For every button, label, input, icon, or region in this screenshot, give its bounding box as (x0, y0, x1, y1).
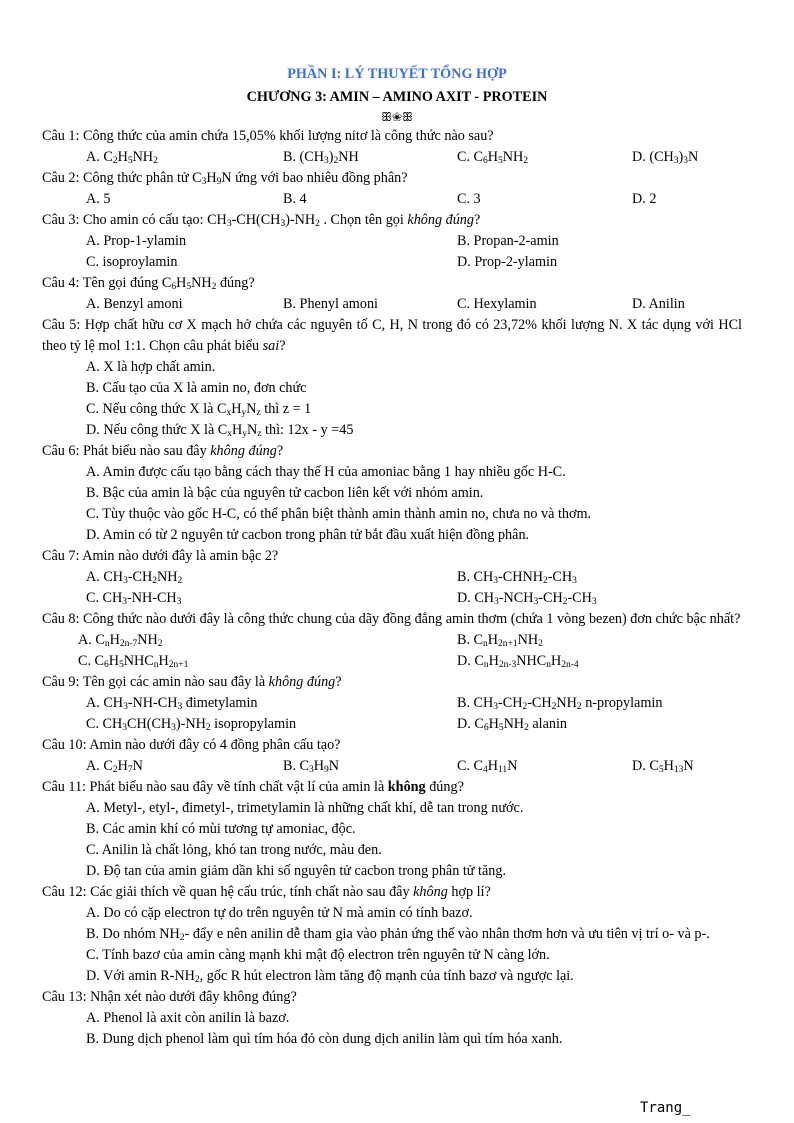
question-7-options-row2 (42, 588, 742, 609)
q5-option-d: D. Nếu công thức X là $C_xH_yN_z$ thì: 12x - y =45 (86, 422, 354, 439)
q3-option-a: A. Prop-1-ylamin (86, 233, 187, 249)
q5-option-b: B. Cấu tạo của X là amin no, đơn chức (86, 380, 307, 396)
question-2-options (42, 189, 742, 210)
q2-option-d: D. 2 (632, 191, 657, 207)
q7-option-a: A. $CH_3-CH_2NH_2$ (86, 569, 183, 586)
question-12: Câu 12: Các giải thích về quan hệ cấu trúc, tính chất nào sau đây không hợp lí? (42, 884, 491, 900)
q9-option-d: D. $C_6H_5NH_2$ alanin (457, 716, 568, 733)
chapter-title: CHƯƠNG 3: AMIN – AMINO AXIT - PROTEIN (246, 89, 548, 105)
q1-option-b: B. $(CH_3)_2NH$ (283, 149, 359, 166)
question-8-options-row1 (42, 630, 742, 651)
q12-option-b: B. Do nhóm $NH_2-$ đẩy e nên anilin dễ tham gia vào phản ứng thế vào nhân thơm hơn và ưu tiên vị trí o- và p-. (86, 926, 710, 943)
question-4: Câu 4: Tên gọi đúng $C_6H_5NH_2$ đúng? (42, 275, 255, 292)
question-9-options-row1 (42, 693, 742, 714)
question-10-options (42, 756, 742, 777)
q8-option-b: B. $C_nH_{2n+1}NH_2$ (457, 632, 543, 649)
question-7: Câu 7: Amin nào dưới đây là amin bậc 2? (42, 548, 279, 564)
q13-option-b: B. Dung dịch phenol làm quì tím hóa đỏ còn dung dịch anilin làm quì tím hóa xanh. (86, 1031, 563, 1047)
page-footer: Trang_ (640, 1100, 691, 1116)
question-13: Câu 13: Nhận xét nào dưới đây không đúng? (42, 989, 297, 1005)
question-8: Câu 8: Công thức nào dưới đây là công thức chung của dãy đồng đẳng amin thơm (chứa 1 vòng bezen) đơn chức bậc nhất? (42, 611, 741, 627)
q4-option-d: D. Anilin (632, 296, 685, 312)
ornament-divider: ꕥ❀ꕥ (380, 110, 414, 124)
part-title: PHẦN I: LÝ THUYẾT TỔNG HỢP (287, 66, 507, 82)
q9-option-a: A. $CH_3-NH-CH_3$ đimetylamin (86, 695, 258, 712)
q10-option-c: C. $C_4H_{11}N$ (457, 758, 518, 775)
q8-option-d: D. $C_nH_{2n-3}NHC_nH_{2n-4}$ (457, 653, 579, 670)
q8-option-c: C. $C_6H_5NHC_nH_{2n+1}$ (78, 653, 189, 670)
q6-option-c: C. Tùy thuộc vào gốc H-C, có thể phân biệt thành amin thành amin no, chưa no và thơm. (86, 506, 592, 522)
q11-option-a: A. Metyl-, etyl-, đimetyl-, trimetylamin là những chất khí, dễ tan trong nước. (86, 800, 524, 816)
q11-option-d: D. Độ tan của amin giảm dần khi số nguyên tử cacbon trong phân tử tăng. (86, 863, 507, 879)
q6-option-d: D. Amin có từ 2 nguyên tử cacbon trong phân tử bắt đầu xuất hiện đồng phân. (86, 527, 530, 543)
question-3-options-row1 (42, 231, 742, 252)
q12-option-a: A. Do có cặp electron tự do trên nguyên tử N mà amin có tính bazơ. (86, 905, 473, 921)
question-1-options (42, 147, 742, 168)
question-3-options-row2 (42, 252, 742, 273)
question-1: Câu 1: Công thức của amin chứa 15,05% khối lượng nitơ là công thức nào sau? (42, 128, 494, 144)
question-list (42, 126, 742, 1050)
q5-option-a: A. X là hợp chất amin. (86, 359, 216, 375)
question-9-options-row2 (42, 714, 742, 735)
q10-option-a: A. $C_2H_7N$ (86, 758, 143, 775)
q1-option-d: D. $(CH_3)_3N$ (632, 149, 699, 166)
q10-option-b: B. $C_3H_9N$ (283, 758, 340, 775)
q3-option-b: B. Propan-2-amin (457, 233, 559, 249)
question-7-options-row1 (42, 567, 742, 588)
q3-option-c: C. isoproylamin (86, 254, 178, 270)
q6-option-b: B. Bậc của amin là bậc của nguyên tử cacbon liên kết với nhóm amin. (86, 485, 484, 501)
question-6: Câu 6: Phát biểu nào sau đây không đúng? (42, 443, 284, 459)
q4-option-a: A. Benzyl amoni (86, 296, 183, 312)
q9-option-b: B. $CH_3-CH_2-CH_2NH_2$ n-propylamin (457, 695, 663, 712)
q2-option-a: A. 5 (86, 191, 111, 207)
question-5: Câu 5: Hợp chất hữu cơ X mạch hở chứa các nguyên tố C, H, N trong đó có 23,72% khối lượng N. X tác dụng với HCl theo tỷ lệ mol 1:1. Chọn câu phát biểu sai? (42, 317, 742, 354)
q13-option-a: A. Phenol là axit còn anilin là bazơ. (86, 1010, 290, 1026)
q1-option-c: C. $C_6H_5NH_2$ (457, 149, 529, 166)
question-3: Câu 3: Cho amin có cấu tạo: $CH_3-CH(CH_3)-NH_2$ . Chọn tên gọi không đúng? (42, 212, 481, 229)
q12-option-c: C. Tính bazơ của amin càng mạnh khi mật độ electron trên nguyên tử N càng lớn. (86, 947, 550, 963)
q4-option-c: C. Hexylamin (457, 296, 537, 312)
question-10: Câu 10: Amin nào dưới đây có 4 đồng phân cấu tạo? (42, 737, 341, 753)
question-8-options-row2 (42, 651, 742, 672)
q6-option-a: A. Amin được cấu tạo bằng cách thay thế H của amoniac bằng 1 hay nhiều gốc H-C. (86, 464, 566, 480)
question-9: Câu 9: Tên gọi các amin nào sau đây là không đúng? (42, 674, 342, 690)
q10-option-d: D. $C_5H_{13}N$ (632, 758, 694, 775)
q9-option-c: C. $CH_3CH(CH_3)-NH_2$ isopropylamin (86, 716, 297, 733)
q11-option-b: B. Các amin khí có mùi tương tự amoniac, độc. (86, 821, 356, 837)
question-2: Câu 2: Công thức phân tử $C_3H_9N$ ứng với bao nhiêu đồng phân? (42, 170, 408, 187)
q12-option-d: D. Với amin $R-NH_2$, gốc R hút electron làm tăng độ mạnh của tính bazơ và ngược lại. (86, 968, 574, 985)
question-11: Câu 11: Phát biểu nào sau đây về tính chất vật lí của amin là không đúng? (42, 779, 464, 795)
q2-option-c: C. 3 (457, 191, 481, 207)
q2-option-b: B. 4 (283, 191, 307, 207)
q8-option-a: A. $C_nH_{2n-7}NH_2$ (78, 632, 163, 649)
question-4-options (42, 294, 742, 315)
q7-option-c: C. $CH_3-NH-CH_3$ (86, 590, 182, 607)
q11-option-c: C. Anilin là chất lỏng, khó tan trong nước, màu đen. (86, 842, 382, 858)
q7-option-b: B. $CH_3-CHNH_2-CH_3$ (457, 569, 577, 586)
q1-option-a: A. $C_2H_5NH_2$ (86, 149, 158, 166)
q4-option-b: B. Phenyl amoni (283, 296, 378, 312)
q3-option-d: D. Prop-2-ylamin (457, 254, 558, 270)
q5-option-c: C. Nếu công thức X là $C_xH_yN_z$ thì z = 1 (86, 401, 312, 418)
q7-option-d: D. $CH_3-NCH_3-CH_2-CH_3$ (457, 590, 597, 607)
